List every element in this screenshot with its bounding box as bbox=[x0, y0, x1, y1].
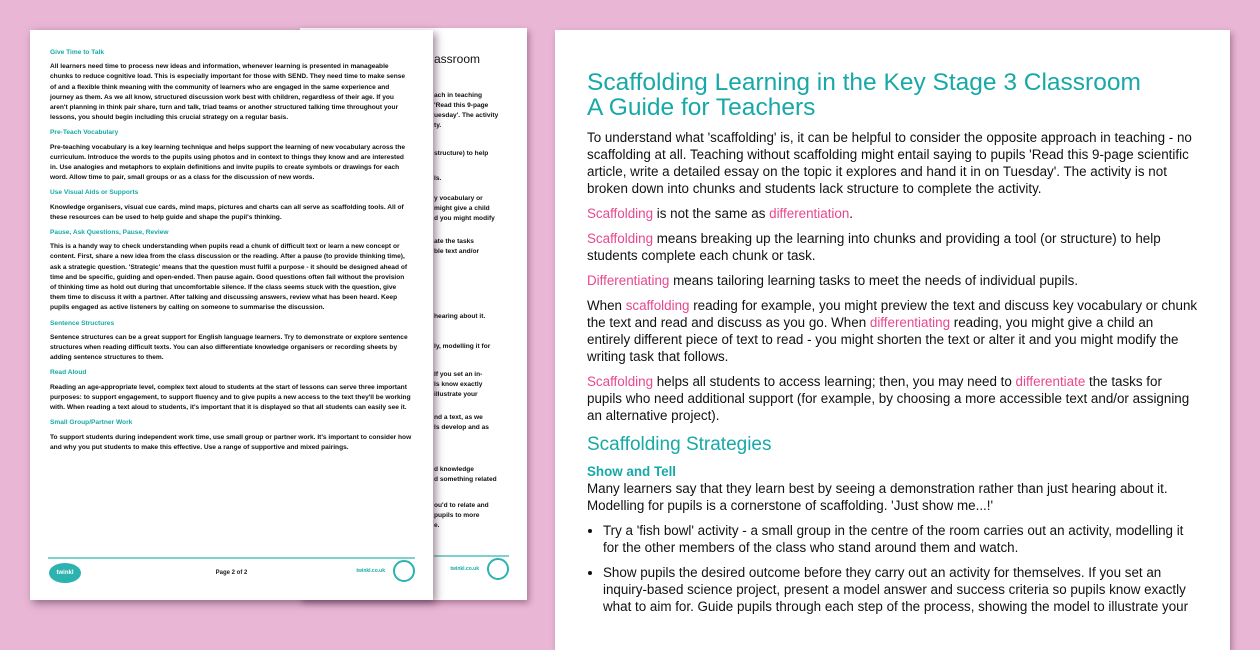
section-text: This is a handy way to check understanding when pupils read a chunk of difficult text or learn a new concept or content. First, share a new idea from the class discussion or the reading. After a pause (to provide thinking time), ask a strategic question. 'Strategic' means that the question must fulfil a purpose - it should be designed ahead of time and be specific, guiding and open-ended. Then pause again. Good questions often fail without the provision of thinking time as hold out during that uncomfortable silence. If the class seems stuck with the question, give them time to discuss it with a partner. After talking and discussing answers, review what has been heard. Keep pupils engaged as active listeners by calling on someone to summarise the discussion. bbox=[50, 243, 408, 312]
text: reading, you might give a child an entirely different piece of text to read - you might shorten the text or alter it and you might modify the writing task that follows. bbox=[587, 315, 1179, 364]
text-fragment: ou'd to relate and bbox=[434, 502, 489, 509]
section-heading: Pre-Teach Vocabulary bbox=[50, 129, 119, 137]
text-fragment: ble text and/or bbox=[434, 248, 480, 255]
text: helps all students to access learning; then, you may need to bbox=[653, 374, 1016, 389]
text: means tailoring learning tasks to meet the needs of individual pupils. bbox=[669, 273, 1079, 288]
twinkl-logo: twinkl bbox=[49, 563, 81, 583]
section-text: Knowledge organisers, visual cue cards, mind maps, pictures and charts can all serve as scaffolding tools. All of these resources can be used to help guide and shape the pupil's thinking. bbox=[50, 203, 404, 221]
section-heading: Scaffolding Strategies bbox=[587, 434, 772, 455]
text-fragment: 'Read this 9-page bbox=[434, 102, 489, 109]
highlight-term: scaffolding bbox=[625, 298, 690, 313]
text: When bbox=[587, 298, 626, 313]
text-fragment: ls know exactly bbox=[434, 381, 483, 388]
badge-icon bbox=[487, 558, 509, 580]
title-line-2: A Guide for Teachers bbox=[587, 94, 816, 121]
paragraph-2 bbox=[587, 230, 1200, 264]
highlight-term: differentiate bbox=[1015, 374, 1086, 389]
section-heading: Read Aloud bbox=[50, 369, 87, 377]
text-fragment: uesday'. The activity bbox=[434, 112, 499, 119]
page-number: Page 2 of 2 bbox=[215, 570, 248, 576]
text: is not the same as bbox=[653, 206, 770, 221]
badge-icon bbox=[393, 560, 415, 582]
footer-url: twinkl.co.uk bbox=[356, 568, 385, 574]
text-fragment: y vocabulary or bbox=[434, 195, 483, 202]
text-fragment: might give a child bbox=[434, 205, 490, 212]
highlight-term: Differentiating bbox=[587, 273, 670, 288]
highlight-term: differentiating bbox=[869, 315, 951, 330]
text-fragment: ls develop and as bbox=[434, 424, 489, 431]
text: means breaking up the learning into chunks and providing a tool (or structure) to help students complete each chunk or task. bbox=[587, 231, 1161, 263]
section-heading: Pause, Ask Questions, Pause, Review bbox=[50, 229, 169, 237]
text-fragment: illustrate your bbox=[434, 391, 478, 398]
footer-url: twinkl.co.uk bbox=[450, 566, 479, 572]
highlight-term: Scaffolding bbox=[587, 206, 654, 221]
text-fragment: ach in teaching bbox=[434, 92, 482, 99]
paragraph-3 bbox=[587, 272, 1200, 289]
left-page-content bbox=[50, 48, 412, 458]
highlight-term: Scaffolding bbox=[587, 231, 654, 246]
highlight-term: differentiation bbox=[769, 206, 850, 221]
text-fragment: If you set an in- bbox=[434, 371, 483, 378]
footer-rule bbox=[48, 557, 415, 559]
text-fragment: ty. bbox=[434, 122, 442, 129]
section-heading: Give Time to Talk bbox=[50, 49, 104, 56]
text-fragment: hearing about it. bbox=[434, 313, 486, 320]
show-tell-paragraph: Many learners say that they learn best by seeing a demonstration rather than just hearing about it. Modelling for pupils is a cornerstone of scaffolding. 'Just show me...!' bbox=[587, 481, 1168, 513]
text: reading for example, you might preview the text and discuss key vocabulary or chunk the text and read and discuss as you go. When bbox=[587, 298, 1198, 330]
section-text: Pre-teaching vocabulary is a key learning technique and helps support the learning of new vocabulary across the curriculum. Introduce the words to the pupils using photos and in context to things they know and are interested in. Use analogies and metaphors to explain definitions and invite pupils to create symbols or drawings for each word. Allow time to pair, small groups or as a class for the discussion of new words. bbox=[50, 143, 406, 182]
text: . bbox=[849, 206, 854, 221]
text-fragment: pupils to more bbox=[434, 512, 480, 519]
section-heading: Sentence Structures bbox=[50, 319, 115, 327]
section-heading: Small Group/Partner Work bbox=[50, 419, 133, 427]
section-text: Sentence structures can be a great support for English language learners. Try to demonstrate or explore sentence structures when reading difficult texts. You can also differentiate knowledge organisers or recording sheets by adding sentence structures to them. bbox=[50, 333, 408, 362]
strategy-list bbox=[587, 522, 1200, 615]
text-fragment: ate the tasks bbox=[434, 238, 474, 245]
main-page-content bbox=[587, 70, 1200, 623]
text-fragment: d something related bbox=[434, 476, 497, 483]
text: the tasks for pupils who need additional support (for example, by choosing a more accessible text and/or assigning an alternative project). bbox=[587, 374, 1190, 423]
text-fragment: nd a text, as we bbox=[434, 414, 483, 421]
section-heading: Use Visual Aids or Supports bbox=[50, 189, 139, 197]
paragraph-1 bbox=[587, 205, 1200, 222]
highlight-term: Scaffolding bbox=[587, 374, 654, 389]
footer-rule bbox=[434, 555, 509, 557]
left-page bbox=[30, 30, 433, 600]
main-page bbox=[555, 30, 1230, 650]
paragraph-4 bbox=[587, 297, 1200, 365]
page-title bbox=[587, 70, 1200, 120]
text-fragment: d knowledge bbox=[434, 466, 474, 473]
section-text: To support students during independent work time, use small group or partner work. It's important to consider how and why you put students to make this effective. Use a range of supportive and mixed pairings. bbox=[50, 433, 412, 451]
title-line-1: Scaffolding Learning in the Key Stage 3 Classroom bbox=[587, 69, 1141, 96]
list-item: • Try a 'fish bowl' activity - a small group in the centre of the room carries out an activity, modelling it for the other members of the class who stand around them and watch. bbox=[603, 522, 1200, 556]
text-fragment: d you might modify bbox=[434, 215, 495, 222]
text-fragment: e. bbox=[434, 522, 440, 529]
text-fragment: structure) to help bbox=[434, 150, 489, 157]
back-page-heading: assroom bbox=[434, 52, 481, 66]
intro-paragraph: To understand what 'scaffolding' is, it can be helpful to consider the opposite approach in teaching - no scaffolding at all. Teaching without scaffolding might entail saying to pupils 'Read this 9-page scientific article, write a detailed essay on the topic it explores and hand it in on Tuesday'. The activity is not broken down into chunks and students lack structure to complete the activity. bbox=[587, 130, 1192, 196]
section-text: Reading an age-appropriate level, complex text aloud to students at the start of lessons can serve three important purposes: to support engagement, to support fluency and to give pupils a new access to the text they'll be working with. When reading a text aloud to students, it's important that it is displayed so that all students can easily see it. bbox=[50, 383, 411, 412]
text-fragment: ls. bbox=[434, 175, 442, 182]
paragraph-5 bbox=[587, 373, 1200, 424]
text-fragment: ly, modelling it for bbox=[434, 343, 491, 350]
section-text: All learners need time to process new ideas and information, whenever learning is presented in manageable chunks to reduce cognitive load. This is especially important for those with SEND. They need time to make sense of and a flexible think meaning with the community of learners who are engaged in the same experience and journey as them. As we all know, structured discussion work best with children, regardless of their age. If you aren't planning in think pair share, turn and talk, triad teams or another structured talking time throughout your lessons, you should begin including this crucial strategy on a regular basis. bbox=[50, 63, 406, 122]
list-item: • Show pupils the desired outcome before they carry out an activity for themselves. If you set an inquiry-based science project, present a model answer and success criteria so pupils know exactly what to aim for. Guide pupils through each step of the process, showing the model to illustrate your bbox=[603, 564, 1200, 615]
subheading: Show and Tell bbox=[587, 464, 677, 479]
